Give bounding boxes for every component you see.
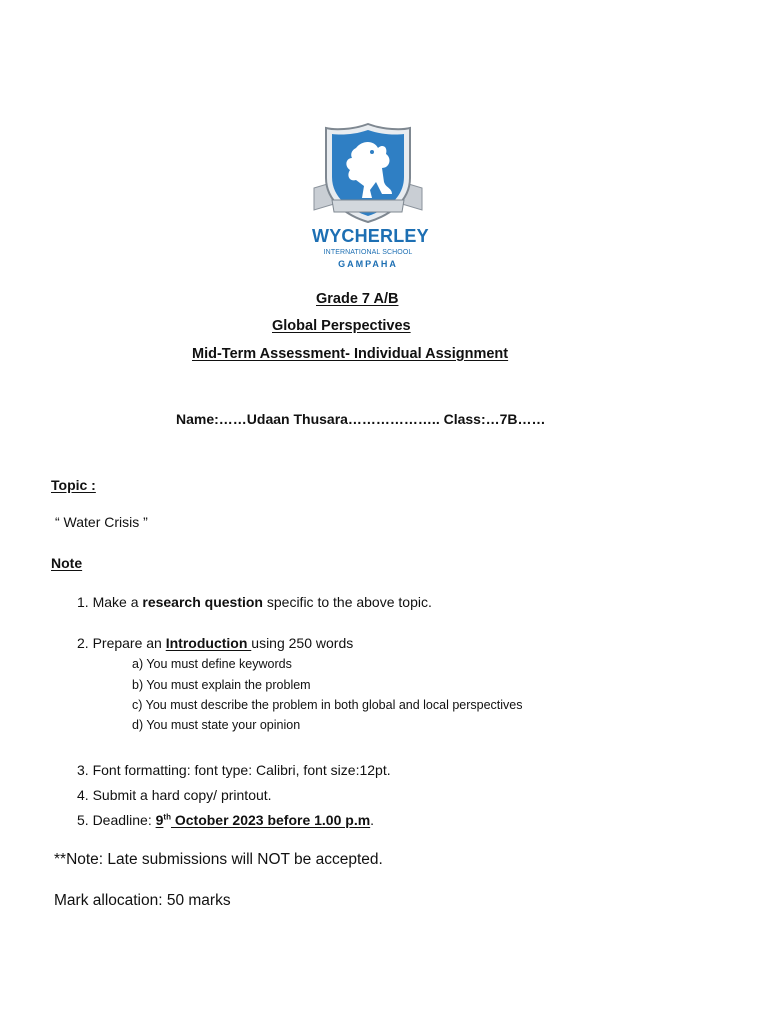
shield-crest-icon [312, 122, 424, 226]
note-item-1-bold: research question [142, 594, 263, 610]
deadline-day: 9 [155, 812, 164, 828]
assessment-title: Mid-Term Assessment- Individual Assignment [192, 346, 509, 362]
late-submission-note: **Note: Late submissions will NOT be accepted. [54, 851, 383, 868]
deadline-day-suffix: th [163, 812, 171, 822]
note-item-4: 4. Submit a hard copy/ printout. [77, 787, 272, 803]
grade-title: Grade 7 A/B [316, 291, 399, 307]
logo-school-name: WYCHERLEY [312, 226, 429, 246]
logo-school-city: GAMPAHA [338, 259, 398, 269]
mark-allocation: Mark allocation: 50 marks [54, 892, 231, 909]
school-logo [312, 122, 429, 272]
sub-item-a: a) You must define keywords [132, 657, 292, 671]
student-name-line: Name:……Udaan Thusara……………….. Class:…7B…… [176, 411, 546, 427]
note-item-3: 3. Font formatting: font type: Calibri, font size:12pt. [77, 762, 391, 778]
subject-title: Global Perspectives [272, 318, 411, 334]
sub-item-b: b) You must explain the problem [132, 678, 311, 692]
note-item-1 [77, 594, 432, 610]
note-item-5 [77, 812, 374, 828]
note-item-2-post: using 250 words [251, 635, 354, 651]
topic-value: “ Water Crisis ” [55, 514, 148, 530]
logo-school-subtitle: INTERNATIONAL SCHOOL [323, 249, 413, 256]
deadline-date: October 2023 before 1.00 p.m [170, 812, 371, 828]
sub-item-d: d) You must state your opinion [132, 718, 301, 732]
note-item-5-end: . [370, 812, 375, 828]
note-item-5-pre: 5. Deadline: [77, 812, 156, 828]
note-item-2-bold: Introduction [165, 635, 252, 651]
sub-item-c: c) You must describe the problem in both global and local perspectives [132, 698, 523, 712]
topic-heading: Topic : [51, 477, 96, 493]
note-item-2-pre: 2. Prepare an [77, 635, 166, 651]
note-heading: Note [51, 555, 83, 571]
note-item-1-pre: 1. Make a [77, 594, 143, 610]
note-item-1-post: specific to the above topic. [262, 594, 432, 610]
note-item-2 [77, 635, 353, 651]
